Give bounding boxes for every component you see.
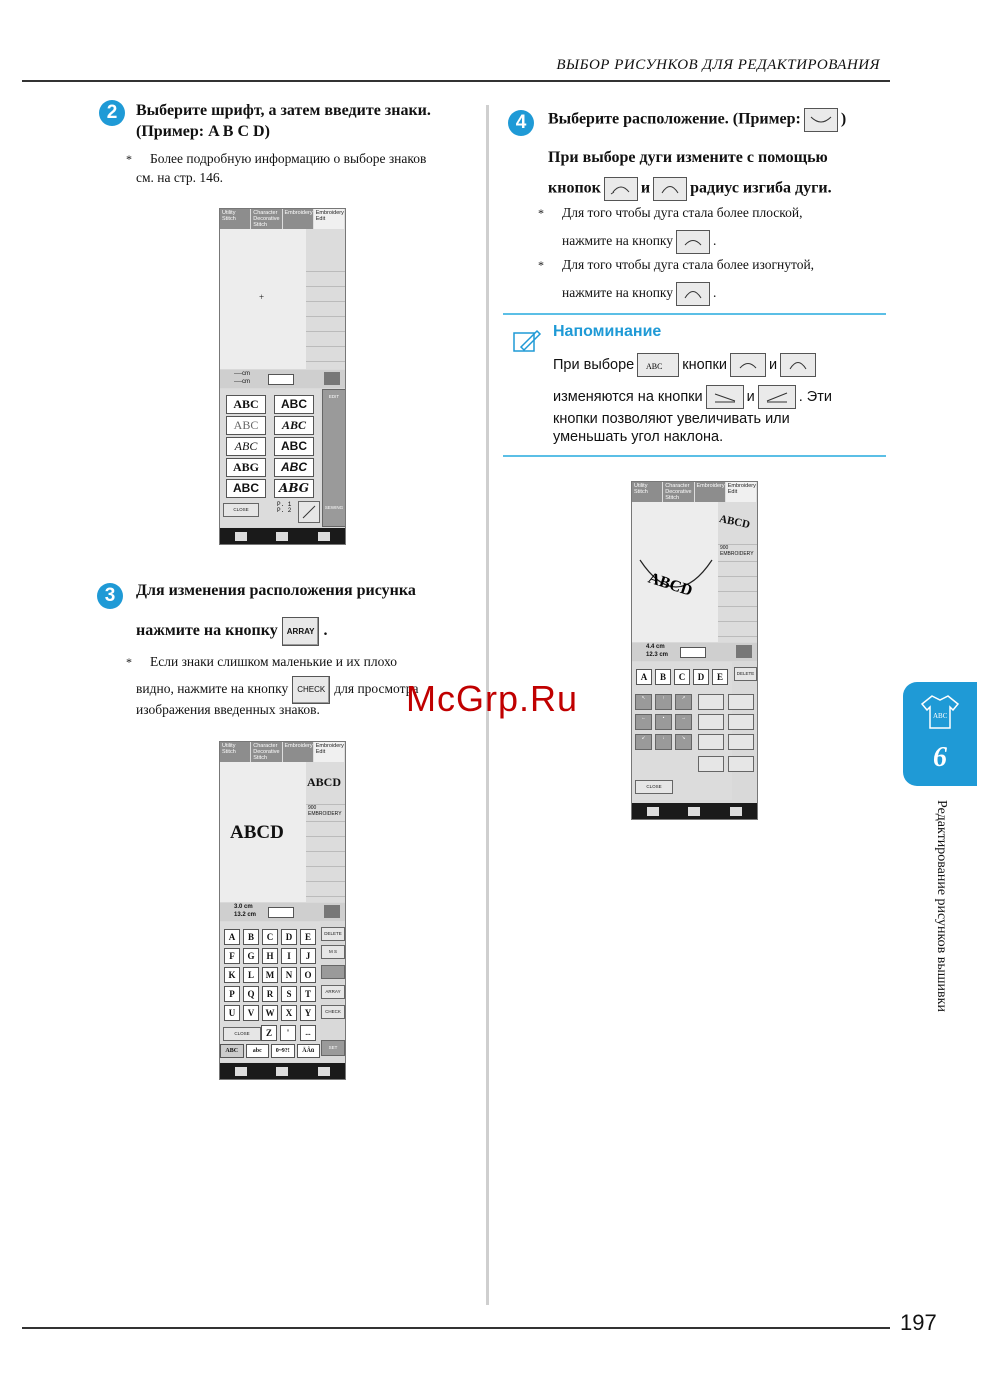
settings-icon[interactable] — [318, 532, 330, 541]
sewing-machine-icon[interactable] — [276, 1067, 288, 1076]
tab-embroidery[interactable]: Embroidery — [695, 482, 726, 502]
size-height: ----cm — [234, 371, 250, 377]
layout-arc-icon[interactable] — [698, 734, 724, 750]
running-header: ВЫБОР РИСУНКОВ ДЛЯ РЕДАКТИРОВАНИЯ — [556, 57, 880, 73]
move-up-right-button[interactable] — [675, 694, 692, 710]
reminder-line2-end: . Эти — [798, 388, 832, 405]
key-x[interactable]: X — [281, 1005, 297, 1021]
preview-text: ABCD — [230, 822, 284, 843]
key-i[interactable]: I — [281, 948, 297, 964]
key-e[interactable]: E — [712, 669, 728, 685]
memory-icon[interactable] — [324, 905, 340, 918]
layout-circle-icon[interactable] — [728, 734, 754, 750]
move-up-button[interactable] — [655, 694, 672, 710]
page-current: P. 1 — [277, 501, 292, 508]
watermark: McGrp.Ru — [406, 678, 579, 719]
size-width: ----cm — [234, 379, 250, 385]
key-s[interactable]: S — [281, 986, 297, 1002]
arc-preview — [632, 502, 718, 642]
move-down-left-button[interactable] — [635, 734, 652, 750]
manual-icon[interactable] — [235, 532, 247, 541]
bottom-toolbar — [632, 803, 757, 819]
curve-arc-icon[interactable] — [653, 177, 687, 201]
embroidery-canvas — [220, 762, 306, 902]
step-4-line3 — [548, 177, 832, 201]
thumbnail-text: ABCD — [718, 512, 752, 532]
move-right-button[interactable] — [675, 714, 692, 730]
step-2-note-line2: см. на стр. 146. — [136, 170, 224, 185]
settings-icon[interactable] — [318, 1067, 330, 1076]
arrow-icon — [299, 502, 319, 522]
step-4-note1-line1: Для того чтобы дуга стала более плоской, — [562, 205, 803, 220]
delete-button[interactable]: DELETE — [734, 667, 757, 681]
tab-embroidery[interactable]: Embroidery — [283, 209, 314, 229]
font-button[interactable]: ABC — [226, 479, 266, 498]
arc-layout-icon[interactable] — [804, 108, 838, 132]
thread-info — [306, 805, 345, 822]
tab-embroidery-edit[interactable]: Embroidery Edit — [314, 742, 345, 762]
key-m[interactable]: M — [262, 967, 278, 983]
step-3-heading-text: нажмите на кнопку — [136, 622, 278, 640]
screen-character-entry — [219, 741, 346, 1080]
tab-utility-stitch[interactable]: Utility Stitch — [220, 209, 251, 229]
tab-embroidery-edit[interactable]: Embroidery Edit — [314, 209, 345, 229]
size-status-bar — [220, 903, 345, 921]
step-2-heading-line1: Выберите шрифт, а затем введите знаки. — [136, 102, 431, 119]
edit-button[interactable]: EDIT — [328, 394, 340, 399]
center-button[interactable] — [655, 714, 672, 730]
sewing-button[interactable]: SEWING — [324, 505, 344, 510]
period: . — [713, 233, 717, 249]
step-3-heading-end: . — [323, 622, 328, 640]
reminder-line4: уменьшать угол наклона. — [553, 429, 724, 445]
font-button[interactable]: ABG — [274, 479, 314, 498]
delete-button[interactable]: DELETE — [321, 927, 345, 941]
mode-tab[interactable]: abc — [246, 1044, 270, 1058]
move-down-button[interactable] — [655, 734, 672, 750]
page-total: P. 2 — [277, 507, 292, 514]
pattern-list — [718, 502, 757, 642]
key-a[interactable]: A — [636, 669, 652, 685]
character-mode-tabs — [220, 1044, 320, 1060]
flatten-arc-icon[interactable] — [698, 756, 724, 772]
tab-character-stitch[interactable]: Character Decorative Stitch — [663, 482, 694, 502]
reminder-line1-and: и — [768, 356, 778, 373]
key-d[interactable]: D — [281, 929, 297, 945]
thread-indicator — [268, 907, 294, 918]
tab-embroidery-edit[interactable]: Embroidery Edit — [726, 482, 757, 502]
preview-text: ABCD — [646, 569, 695, 600]
font-button[interactable]: ABC — [226, 395, 266, 414]
font-button[interactable]: ABC — [274, 416, 314, 435]
set-button[interactable]: SET — [321, 1040, 345, 1056]
size-status-bar — [220, 370, 345, 388]
array-button[interactable]: ARRAY — [282, 617, 320, 646]
step-2-note-line1: Более подробную информацию о выборе знаков — [150, 151, 427, 166]
thumbnail-text: ABCD — [307, 775, 342, 789]
tilt-up-icon — [758, 385, 796, 409]
period: . — [713, 285, 717, 301]
step-4-note-1 — [538, 203, 878, 249]
key-y[interactable]: Y — [300, 1005, 316, 1021]
reminder-title: Напоминание — [553, 323, 662, 340]
arc-layout-icon — [637, 353, 679, 377]
tab-character-stitch[interactable]: Character Decorative Stitch — [251, 742, 282, 762]
key-q[interactable]: Q — [243, 986, 259, 1002]
move-up-left-button[interactable] — [635, 694, 652, 710]
kerning-button[interactable] — [321, 965, 345, 979]
arrow-down-icon: ↓ — [662, 735, 665, 740]
key-w[interactable]: W — [262, 1005, 278, 1021]
close-button[interactable]: CLOSE — [635, 780, 673, 794]
key-h[interactable]: H — [262, 948, 278, 964]
size-height: 3.0 cm — [234, 904, 253, 910]
embroidery-canvas — [220, 229, 306, 369]
step-4-note-2 — [538, 255, 878, 301]
thread-number: 900 — [720, 545, 729, 551]
step-4-note2-line1: Для того чтобы дуга стала более изогнутой, — [562, 257, 815, 272]
memory-icon[interactable] — [736, 645, 752, 658]
step-4-note2-line2 — [562, 282, 716, 306]
step-2-badge: 2 — [99, 100, 125, 126]
step-3-note — [126, 652, 486, 717]
shirt-icon — [920, 692, 960, 732]
step-4-note1-text: нажмите на кнопку — [562, 233, 674, 249]
thread-label: EMBROIDERY — [308, 811, 342, 817]
key-p[interactable]: P — [224, 986, 240, 1002]
key-a[interactable]: A — [224, 929, 240, 945]
arrow-up-icon: ↑ — [662, 695, 665, 700]
tab-utility-stitch[interactable]: Utility Stitch — [632, 482, 663, 502]
curve-arc-icon[interactable] — [728, 756, 754, 772]
key-d[interactable]: D — [693, 669, 709, 685]
reminder-line3: кнопки позволяют увеличивать или — [553, 411, 790, 427]
font-button[interactable]: ABC — [226, 416, 266, 435]
screen-tabs — [220, 742, 345, 762]
thread-label: EMBROIDERY — [720, 551, 754, 557]
flatten-arc-icon[interactable] — [604, 177, 638, 201]
layout-step-icon[interactable] — [728, 714, 754, 730]
font-button[interactable]: ABC — [274, 458, 314, 477]
tilt-down-icon — [706, 385, 744, 409]
key-g[interactable]: G — [243, 948, 259, 964]
font-button[interactable]: ABC — [274, 395, 314, 414]
mode-tab[interactable]: ABC — [220, 1044, 244, 1058]
arrow-down-right-icon: ↘ — [681, 735, 686, 740]
step-3-badge: 3 — [97, 583, 123, 609]
key-n[interactable]: N — [281, 967, 297, 983]
step-4-line3-and: и — [640, 179, 651, 197]
arrow-right-icon: → — [681, 715, 686, 720]
screen-tabs — [220, 209, 345, 229]
key-b[interactable]: B — [655, 669, 671, 685]
key-r[interactable]: R — [262, 986, 278, 1002]
flatten-arc-icon[interactable] — [676, 230, 710, 254]
asterisk: * — [126, 655, 132, 669]
bottom-toolbar — [220, 1063, 345, 1079]
step-2-heading — [136, 100, 476, 142]
key-f[interactable]: F — [224, 948, 240, 964]
embroidery-canvas — [632, 502, 718, 642]
reminder-line2-text: изменяются на кнопки — [553, 388, 703, 405]
page-indicator — [277, 502, 291, 514]
page-scroll-button[interactable] — [298, 501, 320, 523]
thread-number: 900 — [308, 805, 317, 811]
thread-indicator — [268, 374, 294, 385]
step-4-heading-end: ) — [840, 110, 847, 128]
curve-arc-icon[interactable] — [676, 282, 710, 306]
memory-icon[interactable] — [324, 372, 340, 385]
svg-text:ABC: ABC — [933, 712, 948, 720]
tab-utility-stitch[interactable]: Utility Stitch — [220, 742, 251, 762]
key-apostrophe[interactable]: ' — [280, 1025, 296, 1041]
key-c[interactable]: C — [262, 929, 278, 945]
check-button[interactable]: CHECK — [292, 676, 330, 704]
asterisk: * — [126, 152, 132, 166]
step-3-heading-line2 — [136, 617, 476, 646]
key-k[interactable]: K — [224, 967, 240, 983]
manual-icon[interactable] — [235, 1067, 247, 1076]
step-4-heading-text: Выберите расположение. (Пример: — [548, 110, 801, 128]
step-4-line3-end: радиус изгиба дуги. — [690, 179, 832, 197]
arrow-left-icon: ← — [641, 715, 646, 720]
step-3-heading-line1: Для изменения расположения рисунка — [136, 582, 416, 599]
layout-wave-icon[interactable] — [698, 714, 724, 730]
reminder-line1-text: При выборе — [553, 356, 635, 373]
reminder-line2-and: и — [746, 388, 755, 405]
step-4-note2-text: нажмите на кнопку — [562, 285, 674, 301]
step-4-badge: 4 — [508, 110, 534, 136]
key-space[interactable]: ... — [300, 1025, 316, 1041]
crosshair-icon: + — [259, 292, 265, 302]
step-2-heading-line2: (Пример: A B C D) — [136, 123, 270, 140]
step-3-note-line2-text: видно, нажмите на кнопку — [136, 681, 289, 697]
bottom-toolbar — [220, 528, 345, 544]
curve-arc-icon — [780, 353, 816, 377]
step-4-line3-text: кнопок — [548, 179, 601, 197]
layout-straight-icon[interactable] — [698, 694, 724, 710]
pattern-list — [306, 762, 345, 902]
size-height: 4.4 cm — [646, 644, 665, 650]
thread-info — [718, 545, 757, 562]
size-width: 13.2 cm — [234, 912, 257, 918]
step-2-note — [126, 149, 476, 185]
key-z[interactable]: Z — [261, 1025, 277, 1041]
center-dot-icon: • — [662, 715, 665, 720]
edit-panel — [322, 389, 346, 527]
settings-icon[interactable] — [730, 807, 742, 816]
asterisk: * — [538, 206, 544, 220]
header-rule — [22, 80, 890, 82]
pencil-note-icon — [511, 327, 543, 355]
size-width: 12.3 cm — [646, 652, 669, 658]
key-j[interactable]: J — [300, 948, 316, 964]
key-o[interactable]: O — [300, 967, 316, 983]
reminder-line2 — [553, 385, 832, 409]
arrow-up-right-icon: ↗ — [681, 695, 686, 700]
layout-diagonal-icon[interactable] — [728, 694, 754, 710]
screen-font-selection — [219, 208, 346, 545]
pattern-list — [306, 229, 345, 369]
spacing-button[interactable]: M S — [321, 945, 345, 959]
screen-array-layout — [631, 481, 758, 820]
chapter-side-title: Редактирование рисунков вышивки — [934, 800, 949, 1012]
key-c[interactable]: C — [674, 669, 690, 685]
key-u[interactable]: U — [224, 1005, 240, 1021]
font-button[interactable]: ABC — [226, 437, 266, 456]
chapter-tab — [903, 682, 977, 786]
close-button[interactable]: CLOSE — [223, 503, 259, 517]
key-t[interactable]: T — [300, 986, 316, 1002]
screen-tabs — [632, 482, 757, 502]
sewing-machine-icon[interactable] — [276, 532, 288, 541]
reminder-line1-buttons: кнопки — [682, 356, 727, 373]
sewing-machine-icon[interactable] — [688, 807, 700, 816]
close-button[interactable]: CLOSE — [223, 1027, 261, 1041]
step-4-heading — [548, 108, 888, 132]
svg-text:ABC: ABC — [646, 362, 663, 371]
step-3-note-line1: Если знаки слишком маленькие и их плохо — [150, 654, 398, 669]
step-4-note1-line2 — [562, 230, 716, 254]
arrow-up-left-icon: ↖ — [641, 695, 646, 700]
tab-character-stitch[interactable]: Character Decorative Stitch — [251, 209, 282, 229]
check-button[interactable]: CHECK — [321, 1005, 345, 1019]
size-status-bar — [632, 643, 757, 661]
key-l[interactable]: L — [243, 967, 259, 983]
move-left-button[interactable] — [635, 714, 652, 730]
asterisk: * — [538, 258, 544, 272]
manual-icon[interactable] — [647, 807, 659, 816]
thread-indicator — [680, 647, 706, 658]
reminder-box — [503, 313, 886, 457]
reminder-line1 — [553, 353, 819, 377]
array-button[interactable]: ARRAY — [321, 985, 345, 999]
mode-tab[interactable]: ÄÂü — [297, 1044, 321, 1058]
move-down-right-button[interactable] — [675, 734, 692, 750]
step-3-note-line3: изображения введенных знаков. — [136, 702, 320, 717]
font-button[interactable]: ABG — [226, 458, 266, 477]
key-b[interactable]: B — [243, 929, 259, 945]
tab-embroidery[interactable]: Embroidery — [283, 742, 314, 762]
mode-tab[interactable]: 0~9?! — [271, 1044, 295, 1058]
step-3-note-line2-end: для просмотра — [334, 681, 419, 697]
chapter-number: 6 — [933, 742, 947, 773]
page-number: 197 — [900, 1310, 937, 1335]
key-e[interactable]: E — [300, 929, 316, 945]
arrow-down-left-icon: ↙ — [641, 735, 646, 740]
flatten-arc-icon — [730, 353, 766, 377]
step-4-line2: При выборе дуги измените с помощью — [548, 149, 828, 166]
font-button[interactable]: ABC — [274, 437, 314, 456]
key-v[interactable]: V — [243, 1005, 259, 1021]
footer-rule — [22, 1327, 890, 1329]
